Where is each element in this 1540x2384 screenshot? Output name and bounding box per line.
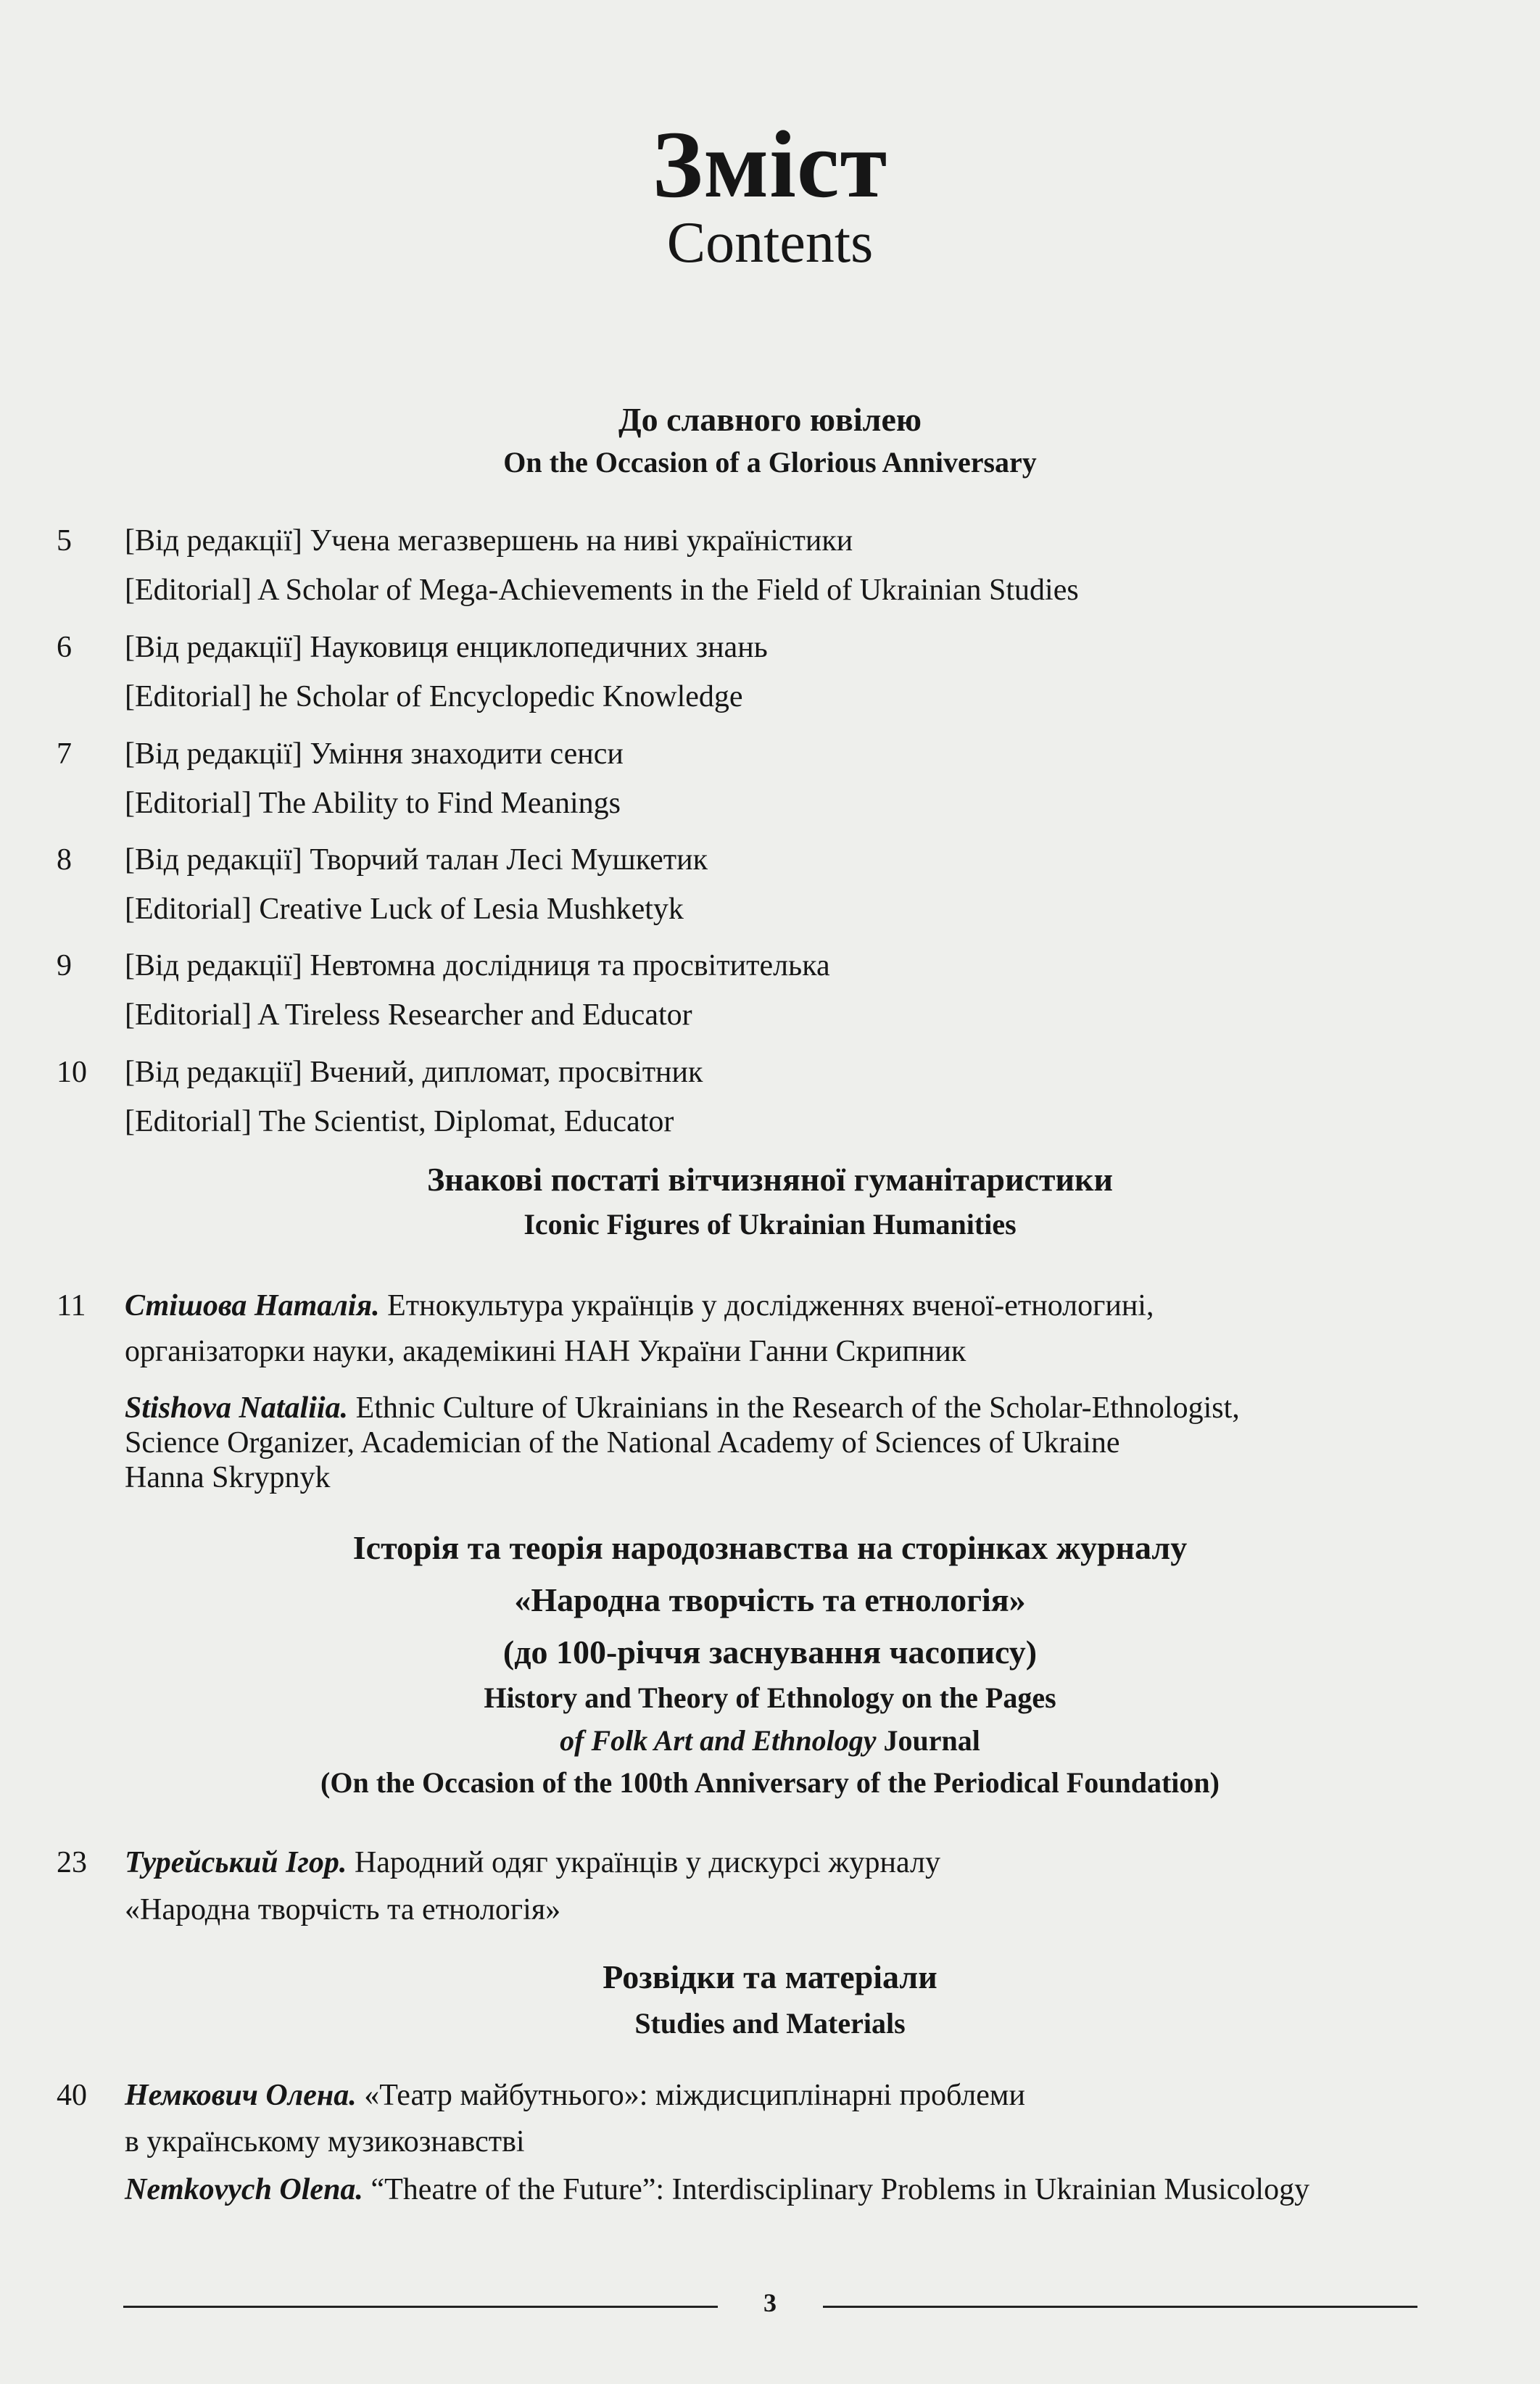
- section-title: Розвідки та матеріали: [603, 1958, 937, 1995]
- author-name: Стішова Наталія.: [125, 1289, 380, 1323]
- page-number: 10: [57, 1056, 87, 1089]
- page-number: 8: [57, 843, 72, 877]
- entry-title-text-en: Ethnic Culture of Ukrainians in the Research of the Scholar-Ethnologist,: [348, 1391, 1240, 1425]
- entry-title-uk: [Від редакції] Уміння знаходити сенси: [125, 737, 624, 771]
- entry-title-en: [Editorial] he Scholar of Encyclopedic Knowledge: [125, 680, 743, 713]
- entry-title-uk-cont: організаторки науки, академікині НАН України Ганни Скрипник: [125, 1335, 966, 1368]
- entry-title-en: [Editorial] A Scholar of Mega-Achievements in the Field of Ukrainian Studies: [125, 574, 1079, 607]
- page-number: 9: [57, 949, 72, 982]
- section-title-en: [0, 1723, 1540, 1758]
- section-title: До славного ювілею: [618, 401, 922, 438]
- section-title-en: History and Theory of Ethnology on the Pages: [484, 1681, 1056, 1714]
- entry-title-en: [125, 2172, 1309, 2207]
- section-title-en: On the Occasion of a Glorious Anniversary: [503, 446, 1037, 479]
- entry-title-en: [125, 1391, 1240, 1425]
- page-number: 5: [57, 524, 72, 558]
- entry-title-text: Етнокультура українців у дослідженнях вченої-етнологині,: [379, 1289, 1154, 1323]
- page-number: 7: [57, 737, 72, 771]
- entry-title-uk: [125, 2078, 1025, 2113]
- page-number: 40: [57, 2079, 87, 2112]
- page-number: 23: [57, 1846, 87, 1879]
- entry-title-uk: [Від редакції] Учена мегазвершень на ниві україністики: [125, 524, 853, 558]
- entry-title-uk: [Від редакції] Творчий талан Лесі Мушкетик: [125, 843, 708, 877]
- section-title-en: Studies and Materials: [634, 2007, 906, 2040]
- journal-name: of Folk Art and Ethnology: [560, 1724, 877, 1757]
- entry-title-uk: [Від редакції] Вчений, дипломат, просвітник: [125, 1056, 703, 1089]
- section-title-en: (On the Occasion of the 100th Anniversary of the Periodical Foundation): [320, 1766, 1220, 1799]
- author-name: Турейський Ігор.: [125, 1846, 347, 1879]
- page-number: 6: [57, 631, 72, 664]
- entry-title-en: [Editorial] Creative Luck of Lesia Mushketyk: [125, 893, 684, 926]
- section-title-en: Iconic Figures of Ukrainian Humanities: [523, 1208, 1017, 1241]
- entry-title-uk-cont: «Народна творчість та етнологія»: [125, 1893, 561, 1926]
- entry-title-uk: [125, 1288, 1154, 1323]
- entry-title-uk: [125, 1845, 940, 1880]
- entry-title-en: [Editorial] The Ability to Find Meanings: [125, 787, 621, 820]
- section-title: «Народна творчість та етнологія»: [514, 1581, 1026, 1618]
- author-name-en: Stishova Nataliia.: [125, 1391, 349, 1425]
- page-number-footer: 3: [763, 2288, 777, 2317]
- section-title: Знакові постаті вітчизняної гуманітаристики: [426, 1161, 1114, 1198]
- entry-title-en-cont: Science Organizer, Academician of the National Academy of Sciences of Ukraine: [125, 1426, 1120, 1460]
- entry-title-uk: [Від редакції] Науковиця енциклопедичних знань: [125, 631, 768, 664]
- author-name-en: Nemkovych Olena.: [125, 2173, 363, 2206]
- section-title: Історія та теорія народознавства на сторінках журналу: [352, 1529, 1188, 1566]
- author-name: Немкович Олена.: [125, 2079, 357, 2112]
- page-number: 11: [57, 1289, 86, 1323]
- entry-title-en-cont: Hanna Skrypnyk: [125, 1461, 331, 1494]
- entry-title-text: Народний одяг українців у дискурсі журналу: [347, 1846, 940, 1879]
- entry-title-text-en: “Theatre of the Future”: Interdisciplinary Problems in Ukrainian Musicology: [363, 2173, 1310, 2206]
- entry-title-uk-cont: в українському музикознавстві: [125, 2125, 525, 2159]
- entry-title-text: «Театр майбутнього»: міждисциплінарні проблеми: [356, 2079, 1025, 2112]
- page-subtitle: Contents: [666, 211, 874, 275]
- section-title-en-part: Journal: [876, 1724, 980, 1757]
- page-title: Зміст: [652, 111, 888, 218]
- section-title: (до 100-річчя заснування часопису): [502, 1634, 1038, 1671]
- entry-title-uk: [Від редакції] Невтомна дослідниця та просвітителька: [125, 949, 830, 982]
- entry-title-en: [Editorial] The Scientist, Diplomat, Educator: [125, 1105, 674, 1138]
- entry-title-en: [Editorial] A Tireless Researcher and Educator: [125, 998, 692, 1032]
